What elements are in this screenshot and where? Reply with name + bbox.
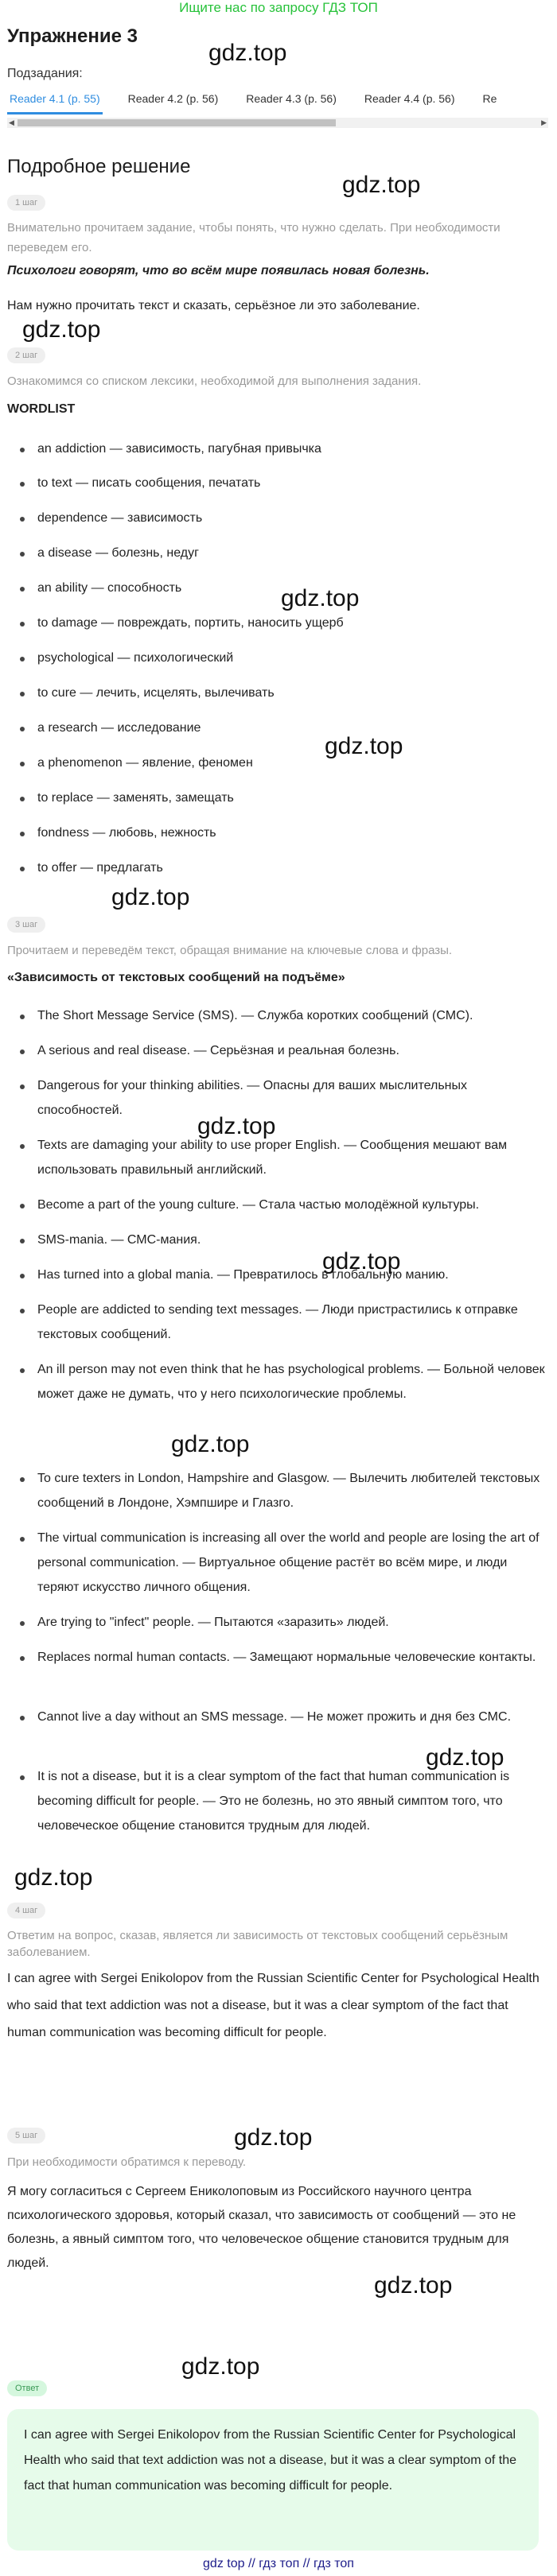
translation-item: To cure texters in London, Hampshire and Glasgow. — Вылечить любителей текстовых сообщений в Лондоне, Хэмпшире и Глазго. xyxy=(37,1472,540,1510)
bullet-icon xyxy=(20,552,25,557)
watermark: gdz.top xyxy=(342,172,421,198)
bullet-icon xyxy=(20,1621,25,1626)
wordlist-item: psychological — психологический xyxy=(37,651,234,665)
bullet-icon xyxy=(20,657,25,661)
bullet-icon xyxy=(20,1309,25,1313)
step-badge: 2 шаг xyxy=(7,347,45,363)
translation-item: Become a part of the young culture. — Стала частью молодёжной культуры. xyxy=(37,1198,480,1212)
bullet-icon xyxy=(20,1716,25,1721)
watermark: gdz.top xyxy=(281,585,360,611)
wordlist-item: to text — писать сообщения, печатать xyxy=(37,476,261,490)
translation-item: An ill person may not even think that he has psychological problems. — Больной человек может даже не думать, что у него психологические проблемы. xyxy=(37,1363,545,1401)
translation-item: The Short Message Service (SMS). — Служба коротких сообщений (СМС). xyxy=(37,1009,473,1022)
tab-reader-4-1[interactable]: Reader 4.1 (p. 55) xyxy=(7,89,103,114)
wordlist-item: a disease — болезнь, недуг xyxy=(37,546,199,560)
translation-item: Has turned into a global mania. — Превратилось в глобальную манию. xyxy=(37,1268,449,1282)
watermark: gdz.top xyxy=(14,1864,93,1891)
subtasks-label: Подзадания: xyxy=(7,67,83,80)
bullet-icon xyxy=(20,762,25,766)
bullet-icon xyxy=(20,1084,25,1089)
watermark: gdz.top xyxy=(374,2272,453,2299)
bullet-icon xyxy=(20,1204,25,1208)
task-quote: Психологи говорят, что во всём мире появилась новая болезнь. xyxy=(7,264,430,277)
bullet-icon xyxy=(20,1368,25,1373)
tab-reader-4-5[interactable]: Re xyxy=(482,92,497,105)
bullet-icon xyxy=(20,1656,25,1661)
step-note: При необходимости обратимся к переводу. xyxy=(7,2155,247,2169)
bullet-icon xyxy=(20,832,25,836)
translation-item: People are addicted to sending text messages. — Люди пристрастились к отправке текстовых сообщений. xyxy=(37,1303,518,1341)
bullet-icon xyxy=(20,1274,25,1278)
exercise-title: Упражнение 3 xyxy=(7,25,138,47)
footer-links[interactable]: gdz top // гдз топ // гдз топ xyxy=(203,2557,354,2570)
wordlist-item: a phenomenon — явление, феномен xyxy=(37,756,253,770)
answer-text: I can agree with Sergei Enikolopov from the Russian Scientific Center for Psychological Health who said that text addiction was not a disease, but it was a clear symptom of the fact that human communication was becoming difficult for people. xyxy=(24,2428,516,2493)
translation-item: Texts are damaging your ability to use proper English. — Сообщения мешают вам использовать правильный английский. xyxy=(37,1139,508,1177)
tab-reader-4-4[interactable]: Reader 4.4 (p. 56) xyxy=(364,92,455,105)
step-badge: 4 шаг xyxy=(7,1903,45,1918)
step-note: Ознакомимся со списком лексики, необходимой для выполнения задания. xyxy=(7,374,422,388)
translation-item: Replaces normal human contacts. — Замещают нормальные человеческие контакты. xyxy=(37,1651,536,1664)
wordlist-item: an ability — способность xyxy=(37,581,182,595)
tabs-scrollbar[interactable] xyxy=(7,118,548,128)
bullet-icon xyxy=(20,797,25,801)
watermark: gdz.top xyxy=(197,1113,276,1139)
scroll-right-arrow-icon[interactable]: ▶ xyxy=(541,118,547,126)
step-note: Ответим на вопрос, сказав, является ли зависимость от текстовых сообщений серьёзным заболеванием. xyxy=(7,1929,508,1959)
watermark: gdz.top xyxy=(171,1431,250,1457)
watermark: gdz.top xyxy=(181,2353,260,2380)
text-heading: «Зависимость от текстовых сообщений на подъёме» xyxy=(7,971,345,984)
translation-item: SMS-mania. — СМС-мания. xyxy=(37,1233,201,1247)
wordlist-item: to offer — предлагать xyxy=(37,861,163,875)
task-text: Нам нужно прочитать текст и сказать, серьёзное ли это заболевание. xyxy=(7,299,420,312)
step-badge: 1 шаг xyxy=(7,195,45,211)
bullet-icon xyxy=(20,1049,25,1054)
tab-reader-4-3[interactable]: Reader 4.3 (p. 56) xyxy=(246,92,337,105)
wordlist-item: to replace — заменять, замещать xyxy=(37,791,234,805)
wordlist-item: fondness — любовь, нежность xyxy=(37,826,216,840)
watermark: gdz.top xyxy=(111,884,190,910)
translation-item: A serious and real disease. — Серьёзная и реальная болезнь. xyxy=(37,1044,399,1057)
watermark: gdz.top xyxy=(325,733,403,759)
translation-item: It is not a disease, but it is a clear symptom of the fact that human communication is becoming difficult for people. — Это не болезнь, но это явный симптом того, что человеческое общение становится трудным для людей. xyxy=(37,1770,510,1833)
watermark: gdz.top xyxy=(426,1744,504,1771)
scroll-left-arrow-icon[interactable]: ◀ xyxy=(9,118,14,126)
wordlist-item: a research — исследование xyxy=(37,721,201,735)
watermark: gdz.top xyxy=(22,316,101,343)
bullet-icon xyxy=(20,1775,25,1780)
subtask-tabs xyxy=(7,89,548,116)
wordlist-item: to cure — лечить, исцелять, вылечивать xyxy=(37,686,275,700)
answer-translation: Я могу согласиться с Сергеем Ениколоповым из Российского научного центра психологического здоровья, который сказал, что зависимость от сообщений — это не болезнь, а явный симптом того, что человеческое общение становится трудным для людей. xyxy=(7,2185,516,2270)
bullet-icon xyxy=(20,727,25,731)
bullet-icon xyxy=(20,482,25,487)
bullet-icon xyxy=(20,1477,25,1482)
bullet-icon xyxy=(20,1014,25,1019)
translation-item: The virtual communication is increasing all over the world and people are losing the art of personal communication. — Виртуальное общение растёт во всём мире, и люди теряют искусство личного общения. xyxy=(37,1531,539,1594)
step-note: Прочитаем и переведём текст, обращая внимание на ключевые слова и фразы. xyxy=(7,944,453,957)
bullet-icon xyxy=(20,622,25,627)
step-note: Внимательно прочитаем задание, чтобы понять, что нужно сделать. При необходимости переведем его. xyxy=(7,221,501,254)
bullet-icon xyxy=(20,1537,25,1542)
top-banner[interactable]: Ищите нас по запросу ГДЗ ТОП xyxy=(179,0,378,15)
translation-item: Are trying to "infect" people. — Пытаются «заразить» людей. xyxy=(37,1616,389,1629)
watermark: gdz.top xyxy=(208,40,287,66)
bullet-icon xyxy=(20,448,25,452)
bullet-icon xyxy=(20,1144,25,1149)
watermark: gdz.top xyxy=(234,2124,313,2151)
wordlist-item: to damage — повреждать, портить, наносить ущерб xyxy=(37,616,344,630)
bullet-icon xyxy=(20,867,25,871)
tab-reader-4-2[interactable]: Reader 4.2 (p. 56) xyxy=(127,92,219,105)
bullet-icon xyxy=(20,1239,25,1243)
translation-item: Cannot live a day without an SMS message. — Не может прожить и дня без СМС. xyxy=(37,1710,512,1724)
wordlist-heading: WORDLIST xyxy=(7,402,76,416)
answer-english: I can agree with Sergei Enikolopov from the Russian Scientific Center for Psychological Health who said that text addiction was not a disease, but it was a clear symptom of the fact that human communication was becoming difficult for people. xyxy=(7,1972,539,2039)
translation-item: Dangerous for your thinking abilities. — Опасны для ваших мыслительных способностей. xyxy=(37,1079,467,1117)
section-title: Подробное решение xyxy=(7,156,191,177)
step-badge: 5 шаг xyxy=(7,2128,45,2143)
answer-badge: Ответ xyxy=(7,2380,47,2396)
step-badge: 3 шаг xyxy=(7,917,45,933)
scroll-thumb[interactable] xyxy=(18,119,336,126)
bullet-icon xyxy=(20,587,25,592)
watermark: gdz.top xyxy=(322,1248,401,1274)
bullet-icon xyxy=(20,692,25,696)
wordlist-item: an addiction — зависимость, пагубная привычка xyxy=(37,442,321,456)
wordlist-item: dependence — зависимость xyxy=(37,511,203,525)
bullet-icon xyxy=(20,517,25,522)
